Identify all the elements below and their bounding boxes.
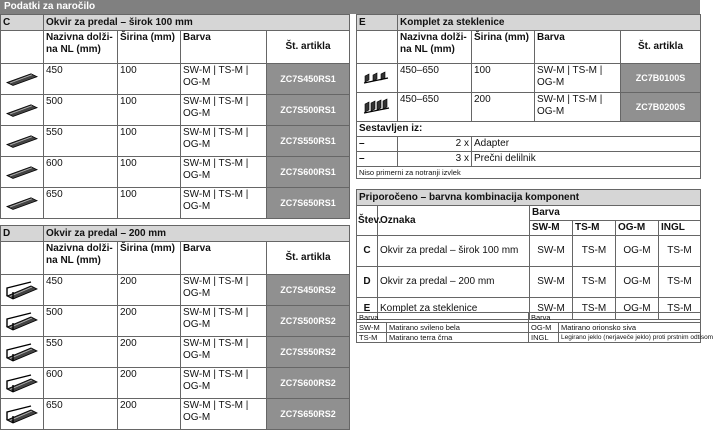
drawer-frame-100-icon [5, 193, 39, 213]
image-header-cell [357, 31, 398, 64]
section-d-table [0, 225, 350, 430]
legend-code: TS-M [357, 333, 387, 343]
color-value: TS-M [573, 267, 616, 298]
color-cell: SW-M | TS-M | OG-M [181, 126, 267, 157]
product-row [1, 275, 350, 306]
bottle-set-small-icon [362, 70, 392, 86]
width-header: Širina (mm) [472, 31, 535, 64]
width-cell: 200 [118, 368, 181, 399]
row-label: Okvir za predal – širok 100 mm [378, 236, 530, 267]
width-header: Širina (mm) [118, 242, 181, 275]
color-cell: SW-M | TS-M | OG-M [181, 368, 267, 399]
legend-desc: Matirano terra črna [387, 333, 529, 343]
color-header: Barva [535, 31, 621, 64]
article-number: ZC7S450RS2 [267, 275, 350, 306]
product-row [1, 95, 350, 126]
width-header: Širina (mm) [118, 31, 181, 64]
assembly-item: Prečni delilnik [472, 152, 701, 167]
drawer-frame-100-icon [5, 162, 39, 182]
color-value: TS-M [659, 298, 701, 320]
section-title: Okvir za predal – 200 mm [44, 226, 350, 242]
length-cell: 550 [44, 337, 118, 368]
color-cell: SW-M | TS-M | OG-M [181, 399, 267, 430]
color-col-header: TS-M [573, 221, 616, 236]
assembly-title: Sestavljen iz: [357, 122, 701, 137]
section-title: Komplet za steklenice [398, 15, 701, 31]
width-cell: 200 [118, 306, 181, 337]
drawer-frame-200-icon [5, 373, 39, 393]
length-header: Nazivna dolži-na NL (mm) [44, 31, 118, 64]
product-row [1, 188, 350, 219]
length-cell: 500 [44, 306, 118, 337]
color-col-header: SW-M [530, 221, 573, 236]
legend-code: OG-M [529, 323, 559, 333]
product-row [1, 157, 350, 188]
length-header: Nazivna dolži-na NL (mm) [44, 242, 118, 275]
bottle-set-large-icon [362, 98, 392, 116]
section-title: Okvir za predal – širok 100 mm [44, 15, 350, 31]
color-col-header: INGL [659, 221, 701, 236]
section-letter: E [357, 15, 398, 31]
color-value: SW-M [530, 236, 573, 267]
number-header: Štev. [357, 206, 378, 236]
bottle-set-image-cell [357, 64, 398, 93]
color-cell: SW-M | TS-M | OG-M [181, 157, 267, 188]
drawer-frame-200-icon [5, 280, 39, 300]
row-number: D [357, 267, 378, 298]
width-cell: 100 [118, 188, 181, 219]
article-header: Št. artikla [267, 31, 350, 64]
product-row [1, 64, 350, 95]
color-value: OG-M [616, 267, 659, 298]
product-row [1, 337, 350, 368]
color-cell: SW-M | TS-M | OG-M [181, 64, 267, 95]
color-header: Barva [530, 206, 701, 221]
row-number: C [357, 236, 378, 267]
image-header-cell [1, 242, 44, 275]
article-number: ZC7S500RS1 [267, 95, 350, 126]
product-row [1, 368, 350, 399]
length-cell: 450 [44, 64, 118, 95]
article-number: ZC7S550RS2 [267, 337, 350, 368]
length-cell: 550 [44, 126, 118, 157]
width-cell: 100 [118, 64, 181, 95]
color-header: Barva [181, 242, 267, 275]
article-number: ZC7S550RS1 [267, 126, 350, 157]
color-value: SW-M [530, 298, 573, 320]
article-number: ZC7S650RS1 [267, 188, 350, 219]
product-image-cell [1, 157, 44, 188]
legend-title: Barva [357, 313, 529, 323]
image-header-cell [1, 31, 44, 64]
article-number: ZC7B0100S [621, 64, 701, 93]
length-cell: 600 [44, 368, 118, 399]
color-value: TS-M [659, 267, 701, 298]
recommended-row [357, 267, 701, 298]
width-cell: 100 [472, 64, 535, 93]
drawer-frame-200-icon [5, 342, 39, 362]
color-cell: SW-M | TS-M | OG-M [181, 95, 267, 126]
color-value: TS-M [573, 298, 616, 320]
length-cell: 650 [44, 188, 118, 219]
length-cell: 450–650 [398, 64, 472, 93]
product-image-cell [1, 126, 44, 157]
width-cell: 200 [472, 93, 535, 122]
color-cell: SW-M | TS-M | OG-M [535, 93, 621, 122]
assembly-item: Adapter [472, 137, 701, 152]
article-number: ZC7S650RS2 [267, 399, 350, 430]
product-image-cell [1, 275, 44, 306]
width-cell: 200 [118, 399, 181, 430]
article-number: ZC7S450RS1 [267, 64, 350, 95]
section-letter: D [1, 226, 44, 242]
color-cell: SW-M | TS-M | OG-M [181, 188, 267, 219]
article-number: ZC7S500RS2 [267, 306, 350, 337]
length-cell: 600 [44, 157, 118, 188]
color-value: SW-M [530, 267, 573, 298]
width-cell: 100 [118, 95, 181, 126]
length-header: Nazivna dolži-na NL (mm) [398, 31, 472, 64]
color-value: TS-M [573, 236, 616, 267]
assembly-note: Niso primerni za notranji izvlek [357, 167, 701, 179]
product-row [1, 399, 350, 430]
color-cell: SW-M | TS-M | OG-M [535, 64, 621, 93]
width-cell: 100 [118, 157, 181, 188]
width-cell: 200 [118, 337, 181, 368]
color-legend [356, 312, 713, 343]
product-image-cell [1, 399, 44, 430]
color-value: OG-M [616, 236, 659, 267]
legend-title: Barva [529, 313, 701, 323]
legend-code: INGL [529, 333, 559, 343]
drawer-frame-100-icon [5, 131, 39, 151]
drawer-frame-100-icon [5, 100, 39, 120]
drawer-frame-200-icon [5, 311, 39, 331]
color-cell: SW-M | TS-M | OG-M [181, 337, 267, 368]
article-header: Št. artikla [267, 242, 350, 275]
article-number: ZC7B0200S [621, 93, 701, 122]
article-header: Št. artikla [621, 31, 701, 64]
product-image-cell [1, 64, 44, 95]
length-cell: 450 [44, 275, 118, 306]
drawer-frame-100-icon [5, 69, 39, 89]
section-letter: C [1, 15, 44, 31]
color-header: Barva [181, 31, 267, 64]
product-image-cell [1, 337, 44, 368]
legend-desc: Matirano svileno bela [387, 323, 529, 333]
length-cell: 450–650 [398, 93, 472, 122]
product-image-cell [1, 188, 44, 219]
color-cell: SW-M | TS-M | OG-M [181, 306, 267, 337]
color-col-header: OG-M [616, 221, 659, 236]
product-image-cell [1, 95, 44, 126]
article-number: ZC7S600RS2 [267, 368, 350, 399]
section-e-table [356, 14, 701, 179]
section-c-table [0, 14, 350, 219]
legend-code: SW-M [357, 323, 387, 333]
assembly-qty: 2 x [398, 137, 472, 152]
row-label: Okvir za predal – 200 mm [378, 267, 530, 298]
recommended-title: Priporočeno – barvna kombinacija komponent [357, 190, 701, 206]
legend-desc: Matirano orionsko siva [559, 323, 701, 333]
length-cell: 500 [44, 95, 118, 126]
color-cell: SW-M | TS-M | OG-M [181, 275, 267, 306]
product-row [1, 126, 350, 157]
article-number: ZC7S600RS1 [267, 157, 350, 188]
page-title: Podatki za naročilo [0, 0, 700, 14]
row-label: Komplet za steklenice [378, 298, 530, 320]
assembly-dash: – [357, 137, 398, 152]
legend-desc: Legirano jeklo (nerjaveče jeklo) proti prstnim odtisom [559, 333, 701, 343]
length-cell: 650 [44, 399, 118, 430]
row-number: E [357, 298, 378, 320]
drawer-frame-200-icon [5, 404, 39, 424]
bottle-set-image-cell [357, 93, 398, 122]
assembly-qty: 3 x [398, 152, 472, 167]
assembly-dash: – [357, 152, 398, 167]
product-image-cell [1, 368, 44, 399]
product-row [1, 306, 350, 337]
recommended-row [357, 236, 701, 267]
product-image-cell [1, 306, 44, 337]
width-cell: 200 [118, 275, 181, 306]
color-value: OG-M [616, 298, 659, 320]
label-header: Oznaka [378, 206, 530, 236]
recommended-table [356, 189, 701, 320]
width-cell: 100 [118, 126, 181, 157]
color-value: TS-M [659, 236, 701, 267]
